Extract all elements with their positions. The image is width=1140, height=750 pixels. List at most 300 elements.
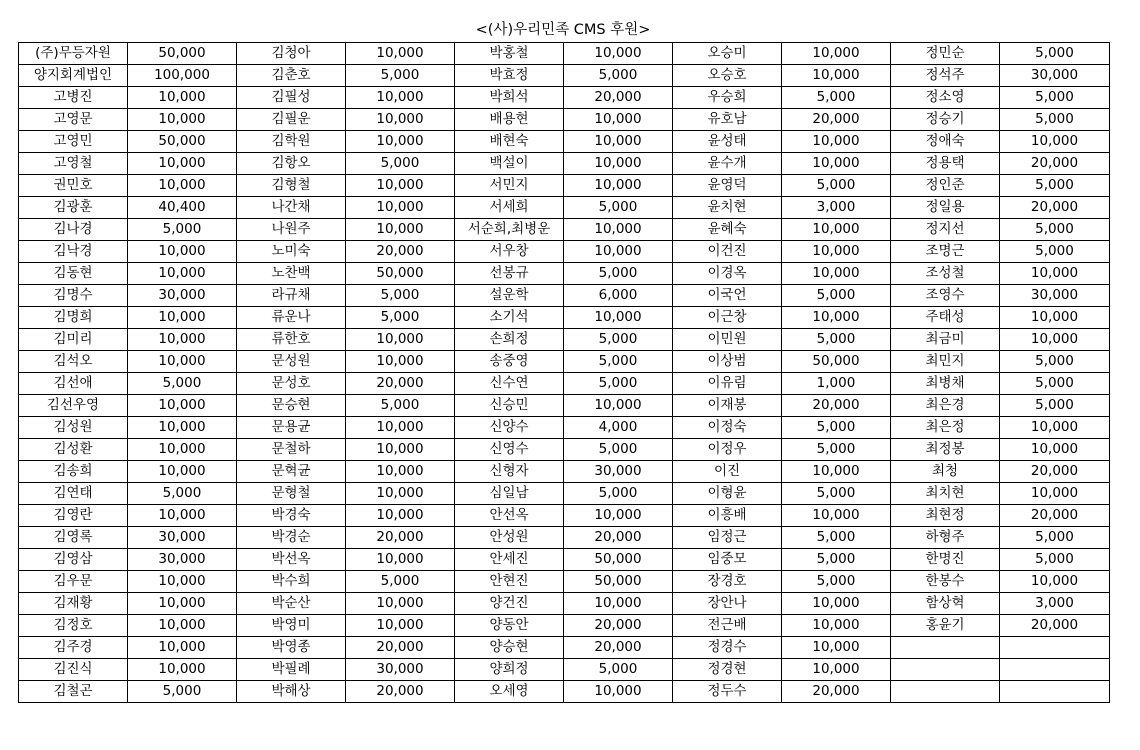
donation-amount-cell: 5,000	[1000, 241, 1110, 263]
donation-amount-cell: 5,000	[346, 307, 455, 329]
donation-amount-cell: 10,000	[564, 395, 673, 417]
donation-amount-cell	[1000, 659, 1110, 681]
donation-amount-cell: 10,000	[564, 175, 673, 197]
donation-amount-cell: 10,000	[128, 329, 237, 351]
donor-name-cell: 오세영	[455, 681, 564, 703]
donor-name-cell: 최병채	[891, 373, 1000, 395]
donor-name-cell: 안성원	[455, 527, 564, 549]
donation-amount-cell: 5,000	[1000, 395, 1110, 417]
donation-amount-cell: 10,000	[1000, 483, 1110, 505]
donation-amount-cell: 10,000	[1000, 329, 1110, 351]
donor-name-cell: 정소영	[891, 87, 1000, 109]
table-row	[19, 637, 1110, 659]
donation-amount-cell: 50,000	[564, 549, 673, 571]
donor-name-cell: 전근배	[673, 615, 782, 637]
donation-amount-cell: 5,000	[128, 681, 237, 703]
table-row	[19, 65, 1110, 87]
table-row	[19, 241, 1110, 263]
donation-amount-cell: 5,000	[1000, 549, 1110, 571]
donation-amount-cell: 10,000	[128, 659, 237, 681]
donation-amount-cell: 10,000	[346, 109, 455, 131]
donor-name-cell: 최민지	[891, 351, 1000, 373]
donor-name-cell: 배현숙	[455, 131, 564, 153]
donor-name-cell: 정민순	[891, 43, 1000, 65]
donation-amount-cell: 5,000	[782, 483, 891, 505]
donation-amount-cell: 10,000	[128, 417, 237, 439]
table-row	[19, 593, 1110, 615]
donor-name-cell: 이정우	[673, 439, 782, 461]
donor-name-cell: 이진	[673, 461, 782, 483]
donation-amount-cell: 10,000	[346, 461, 455, 483]
table-row	[19, 505, 1110, 527]
donation-amount-cell: 20,000	[346, 637, 455, 659]
donation-amount-cell: 5,000	[346, 395, 455, 417]
page-title: <(사)우리민족 CMS 후원>	[475, 22, 651, 38]
donor-name-cell: 나원주	[237, 219, 346, 241]
donation-amount-cell: 10,000	[346, 351, 455, 373]
donation-amount-cell: 5,000	[782, 285, 891, 307]
donation-amount-cell: 20,000	[564, 527, 673, 549]
donor-name-cell: 오승호	[673, 65, 782, 87]
donation-amount-cell: 10,000	[564, 109, 673, 131]
donor-name-cell: 이흥배	[673, 505, 782, 527]
donation-amount-cell: 10,000	[782, 241, 891, 263]
donation-amount-cell: 5,000	[346, 65, 455, 87]
donor-name-cell: 김영록	[19, 527, 128, 549]
donor-name-cell: 류운나	[237, 307, 346, 329]
donor-name-cell: 문승현	[237, 395, 346, 417]
donor-name-cell: 김우문	[19, 571, 128, 593]
donation-amount-cell: 10,000	[564, 241, 673, 263]
table-row	[19, 461, 1110, 483]
table-row	[19, 571, 1110, 593]
table-row	[19, 439, 1110, 461]
donor-name-cell: 이민원	[673, 329, 782, 351]
donor-name-cell: 고영철	[19, 153, 128, 175]
donor-name-cell: 김필성	[237, 87, 346, 109]
donation-amount-cell: 20,000	[1000, 461, 1110, 483]
donor-name-cell: 신양수	[455, 417, 564, 439]
donor-name-cell: 김필운	[237, 109, 346, 131]
donor-name-cell: 김춘호	[237, 65, 346, 87]
donor-name-cell: 김동현	[19, 263, 128, 285]
donor-name-cell: 노미숙	[237, 241, 346, 263]
donor-name-cell: 김나경	[19, 219, 128, 241]
donor-name-cell: 류한호	[237, 329, 346, 351]
donor-name-cell: 정석주	[891, 65, 1000, 87]
donation-amount-cell: 5,000	[564, 439, 673, 461]
donor-name-cell: 조명근	[891, 241, 1000, 263]
donation-amount-cell: 10,000	[564, 43, 673, 65]
donation-amount-cell: 10,000	[346, 593, 455, 615]
donation-amount-cell: 10,000	[128, 263, 237, 285]
donation-amount-cell: 6,000	[564, 285, 673, 307]
donation-amount-cell: 10,000	[346, 175, 455, 197]
donation-amount-cell: 40,400	[128, 197, 237, 219]
donation-amount-cell: 5,000	[564, 351, 673, 373]
donor-name-cell: 이국언	[673, 285, 782, 307]
donation-amount-cell: 5,000	[564, 197, 673, 219]
donation-amount-cell: 10,000	[128, 615, 237, 637]
donor-name-cell: 정지선	[891, 219, 1000, 241]
table-row	[19, 263, 1110, 285]
donor-name-cell: 윤치현	[673, 197, 782, 219]
donor-name-cell: 안선옥	[455, 505, 564, 527]
donor-name-cell: 문용균	[237, 417, 346, 439]
donation-amount-cell: 50,000	[128, 131, 237, 153]
donation-amount-cell: 10,000	[346, 219, 455, 241]
donation-amount-cell: 10,000	[782, 505, 891, 527]
donor-name-cell: 김명희	[19, 307, 128, 329]
donor-name-cell: 서세희	[455, 197, 564, 219]
donor-name-cell: 김주경	[19, 637, 128, 659]
donor-name-cell: 김명수	[19, 285, 128, 307]
donation-amount-cell: 5,000	[1000, 351, 1110, 373]
donor-name-cell: 하형주	[891, 527, 1000, 549]
donation-amount-cell: 10,000	[782, 153, 891, 175]
donation-amount-cell: 5,000	[782, 527, 891, 549]
donor-name-cell: 노찬백	[237, 263, 346, 285]
donation-amount-cell: 10,000	[782, 615, 891, 637]
donor-name-cell: 김송희	[19, 461, 128, 483]
donor-name-cell: 윤영덕	[673, 175, 782, 197]
donor-name-cell: 윤성태	[673, 131, 782, 153]
donor-name-cell: 박홍철	[455, 43, 564, 65]
donor-name-cell: 이정숙	[673, 417, 782, 439]
donation-amount-cell: 100,000	[128, 65, 237, 87]
donation-amount-cell: 5,000	[1000, 175, 1110, 197]
donor-name-cell: 정용택	[891, 153, 1000, 175]
donor-name-cell: 우승희	[673, 87, 782, 109]
donation-amount-cell: 20,000	[782, 681, 891, 703]
donor-name-cell: 김석오	[19, 351, 128, 373]
donation-amount-cell: 10,000	[1000, 263, 1110, 285]
donation-amount-cell: 10,000	[782, 65, 891, 87]
donation-amount-cell: 5,000	[782, 549, 891, 571]
donation-amount-cell: 5,000	[782, 439, 891, 461]
donation-amount-cell: 20,000	[346, 373, 455, 395]
donation-amount-cell: 30,000	[1000, 285, 1110, 307]
donation-amount-cell: 5,000	[346, 153, 455, 175]
donation-amount-cell: 10,000	[782, 593, 891, 615]
donation-amount-cell: 20,000	[1000, 197, 1110, 219]
table-row	[19, 307, 1110, 329]
donor-name-cell: 양동안	[455, 615, 564, 637]
donor-name-cell: 박희석	[455, 87, 564, 109]
donation-amount-cell: 10,000	[782, 131, 891, 153]
donor-name-cell: 박수희	[237, 571, 346, 593]
donor-name-cell: 이경옥	[673, 263, 782, 285]
donor-name-cell: 김영란	[19, 505, 128, 527]
donor-name-cell: 김영삼	[19, 549, 128, 571]
donation-amount-cell: 20,000	[346, 241, 455, 263]
table-row	[19, 197, 1110, 219]
donation-amount-cell: 10,000	[782, 637, 891, 659]
donor-name-cell: 정애숙	[891, 131, 1000, 153]
donor-name-cell: 윤수개	[673, 153, 782, 175]
donation-amount-cell: 10,000	[1000, 571, 1110, 593]
donor-name-cell: 유호남	[673, 109, 782, 131]
donor-name-cell: 김학원	[237, 131, 346, 153]
donor-name-cell: 오승미	[673, 43, 782, 65]
donor-name-cell: 고영문	[19, 109, 128, 131]
donation-amount-cell: 10,000	[128, 153, 237, 175]
donation-amount-cell: 10,000	[564, 593, 673, 615]
donor-name-cell: 양건진	[455, 593, 564, 615]
donation-amount-cell: 10,000	[346, 417, 455, 439]
donor-name-cell: 정일용	[891, 197, 1000, 219]
donation-amount-cell: 30,000	[128, 549, 237, 571]
donor-name-cell: 최정봉	[891, 439, 1000, 461]
donor-name-cell: 박영미	[237, 615, 346, 637]
donation-amount-cell: 50,000	[782, 351, 891, 373]
donation-amount-cell: 20,000	[346, 681, 455, 703]
donor-name-cell: 심일남	[455, 483, 564, 505]
donation-amount-cell: 5,000	[1000, 219, 1110, 241]
donor-name-cell: 김성원	[19, 417, 128, 439]
donor-name-cell: 백설이	[455, 153, 564, 175]
donor-name-cell: 박해상	[237, 681, 346, 703]
donor-name-cell: 이상범	[673, 351, 782, 373]
donor-name-cell: 안현진	[455, 571, 564, 593]
donor-name-cell: 이건진	[673, 241, 782, 263]
donation-amount-cell: 3,000	[1000, 593, 1110, 615]
table-row	[19, 549, 1110, 571]
donation-amount-cell: 20,000	[1000, 153, 1110, 175]
donor-name-cell: 신수연	[455, 373, 564, 395]
table-row	[19, 109, 1110, 131]
donor-name-cell: 박순산	[237, 593, 346, 615]
donation-amount-cell: 5,000	[564, 65, 673, 87]
donor-name-cell: 조성철	[891, 263, 1000, 285]
donation-amount-cell: 10,000	[564, 153, 673, 175]
donor-name-cell: 송중영	[455, 351, 564, 373]
donation-amount-cell: 10,000	[782, 307, 891, 329]
donation-amount-cell: 10,000	[128, 461, 237, 483]
donation-amount-cell: 5,000	[564, 659, 673, 681]
donation-amount-cell: 5,000	[1000, 87, 1110, 109]
donation-amount-cell	[1000, 681, 1110, 703]
donor-name-cell: 윤혜숙	[673, 219, 782, 241]
table-row	[19, 175, 1110, 197]
donation-amount-cell: 1,000	[782, 373, 891, 395]
donation-amount-cell: 10,000	[564, 307, 673, 329]
donor-name-cell: 이재봉	[673, 395, 782, 417]
donor-name-cell: 최현정	[891, 505, 1000, 527]
donor-name-cell: 배용현	[455, 109, 564, 131]
donation-amount-cell: 10,000	[346, 615, 455, 637]
donation-amount-cell: 20,000	[564, 87, 673, 109]
donation-amount-cell: 5,000	[346, 285, 455, 307]
table-row	[19, 615, 1110, 637]
donor-name-cell: 손희정	[455, 329, 564, 351]
donor-name-cell: 김광훈	[19, 197, 128, 219]
donation-amount-cell: 20,000	[782, 395, 891, 417]
donor-name-cell: 김성환	[19, 439, 128, 461]
donation-amount-cell: 10,000	[346, 483, 455, 505]
donation-amount-cell: 5,000	[564, 373, 673, 395]
donation-amount-cell: 10,000	[128, 439, 237, 461]
donor-name-cell: 이형윤	[673, 483, 782, 505]
donation-amount-cell: 50,000	[564, 571, 673, 593]
donor-name-cell: 정인준	[891, 175, 1000, 197]
donation-amount-cell: 10,000	[564, 505, 673, 527]
donor-name-cell: 한명진	[891, 549, 1000, 571]
table-row	[19, 395, 1110, 417]
donation-amount-cell: 10,000	[346, 131, 455, 153]
table-row	[19, 373, 1110, 395]
donor-name-cell: 임정근	[673, 527, 782, 549]
donation-amount-cell: 5,000	[782, 87, 891, 109]
donor-name-cell: 신승민	[455, 395, 564, 417]
donor-name-cell: 나간채	[237, 197, 346, 219]
donor-name-cell: 안세진	[455, 549, 564, 571]
donation-amount-cell: 10,000	[564, 681, 673, 703]
donor-name-cell: 고영민	[19, 131, 128, 153]
donation-amount-cell: 20,000	[1000, 615, 1110, 637]
donation-amount-cell: 10,000	[346, 549, 455, 571]
donor-name-cell: 최은정	[891, 417, 1000, 439]
donation-amount-cell: 10,000	[128, 175, 237, 197]
donor-name-cell: 김미리	[19, 329, 128, 351]
donor-name-cell: 박영종	[237, 637, 346, 659]
donor-name-cell	[891, 659, 1000, 681]
donation-amount-cell: 20,000	[346, 527, 455, 549]
donation-amount-cell: 10,000	[128, 395, 237, 417]
donor-name-cell: 한봉수	[891, 571, 1000, 593]
donation-amount-cell: 10,000	[1000, 307, 1110, 329]
donor-name-cell: 문형철	[237, 483, 346, 505]
donor-name-cell	[891, 637, 1000, 659]
donation-amount-cell: 5,000	[564, 329, 673, 351]
donor-name-cell: 선봉규	[455, 263, 564, 285]
donation-amount-cell: 5,000	[346, 571, 455, 593]
donation-amount-cell: 20,000	[564, 637, 673, 659]
donation-amount-cell: 10,000	[346, 87, 455, 109]
donor-name-cell: 박선옥	[237, 549, 346, 571]
donor-name-cell: 장경호	[673, 571, 782, 593]
donation-amount-cell: 10,000	[128, 351, 237, 373]
table-row	[19, 681, 1110, 703]
donation-amount-cell: 10,000	[1000, 417, 1110, 439]
donor-name-cell: 최은경	[891, 395, 1000, 417]
donor-name-cell: 김선우영	[19, 395, 128, 417]
donation-amount-cell: 5,000	[1000, 373, 1110, 395]
donation-amount-cell: 5,000	[564, 263, 673, 285]
donor-name-cell: 김진식	[19, 659, 128, 681]
donation-amount-cell: 5,000	[1000, 43, 1110, 65]
donor-name-cell: 고병진	[19, 87, 128, 109]
donation-amount-cell	[1000, 637, 1110, 659]
donor-table-body	[19, 43, 1110, 703]
donor-name-cell: 주태성	[891, 307, 1000, 329]
donor-name-cell: 김형철	[237, 175, 346, 197]
donor-name-cell: 라규채	[237, 285, 346, 307]
donation-amount-cell: 30,000	[346, 659, 455, 681]
donation-amount-cell: 10,000	[1000, 131, 1110, 153]
donor-name-cell: 서민지	[455, 175, 564, 197]
donor-name-cell: 문혁균	[237, 461, 346, 483]
donor-name-cell: 권민호	[19, 175, 128, 197]
donor-name-cell: 양지회계법인	[19, 65, 128, 87]
donor-name-cell: 조영수	[891, 285, 1000, 307]
donation-amount-cell: 20,000	[564, 615, 673, 637]
donation-amount-cell: 10,000	[346, 329, 455, 351]
donation-amount-cell: 10,000	[346, 505, 455, 527]
donor-name-cell: 소기석	[455, 307, 564, 329]
donation-amount-cell: 10,000	[782, 219, 891, 241]
donation-amount-cell: 50,000	[128, 43, 237, 65]
donor-table	[18, 42, 1110, 703]
donation-amount-cell: 5,000	[782, 417, 891, 439]
donor-name-cell: 홍윤기	[891, 615, 1000, 637]
donation-amount-cell: 10,000	[346, 197, 455, 219]
donation-amount-cell: 10,000	[782, 659, 891, 681]
donation-amount-cell: 10,000	[564, 219, 673, 241]
donation-amount-cell: 10,000	[346, 439, 455, 461]
donor-name-cell: 최치현	[891, 483, 1000, 505]
donation-amount-cell: 20,000	[782, 109, 891, 131]
donation-amount-cell: 10,000	[128, 505, 237, 527]
donation-amount-cell: 5,000	[128, 219, 237, 241]
table-row	[19, 87, 1110, 109]
donor-name-cell: 양승현	[455, 637, 564, 659]
donation-amount-cell: 5,000	[128, 483, 237, 505]
table-row	[19, 527, 1110, 549]
donor-name-cell: 서우창	[455, 241, 564, 263]
donor-name-cell: 정경현	[673, 659, 782, 681]
donor-name-cell: 설운학	[455, 285, 564, 307]
donor-name-cell: 최금미	[891, 329, 1000, 351]
donation-amount-cell: 20,000	[1000, 505, 1110, 527]
donor-name-cell: (주)무등자원	[19, 43, 128, 65]
donor-name-cell: 함상혁	[891, 593, 1000, 615]
donor-name-cell: 김재황	[19, 593, 128, 615]
donation-amount-cell: 5,000	[782, 175, 891, 197]
donor-name-cell: 양희정	[455, 659, 564, 681]
donor-name-cell: 박경순	[237, 527, 346, 549]
donor-name-cell: 김낙경	[19, 241, 128, 263]
donation-amount-cell: 10,000	[128, 571, 237, 593]
donation-amount-cell: 10,000	[128, 87, 237, 109]
donor-name-cell: 문성호	[237, 373, 346, 395]
donor-name-cell: 박효정	[455, 65, 564, 87]
table-row	[19, 483, 1110, 505]
donor-name-cell: 김정호	[19, 615, 128, 637]
donor-name-cell: 임중모	[673, 549, 782, 571]
table-row	[19, 219, 1110, 241]
donation-amount-cell: 5,000	[782, 571, 891, 593]
donation-amount-cell: 10,000	[128, 109, 237, 131]
donation-amount-cell: 30,000	[128, 285, 237, 307]
table-row	[19, 43, 1110, 65]
donor-name-cell: 정경수	[673, 637, 782, 659]
donor-name-cell: 박경숙	[237, 505, 346, 527]
donation-amount-cell: 3,000	[782, 197, 891, 219]
table-row	[19, 329, 1110, 351]
donor-name-cell: 김선애	[19, 373, 128, 395]
donation-amount-cell: 5,000	[564, 483, 673, 505]
donation-amount-cell: 5,000	[128, 373, 237, 395]
donor-name-cell: 이유림	[673, 373, 782, 395]
table-row	[19, 131, 1110, 153]
donor-name-cell: 문철하	[237, 439, 346, 461]
table-row	[19, 659, 1110, 681]
donation-amount-cell: 10,000	[128, 637, 237, 659]
table-row	[19, 417, 1110, 439]
donation-amount-cell: 10,000	[1000, 439, 1110, 461]
donor-name-cell: 김항오	[237, 153, 346, 175]
